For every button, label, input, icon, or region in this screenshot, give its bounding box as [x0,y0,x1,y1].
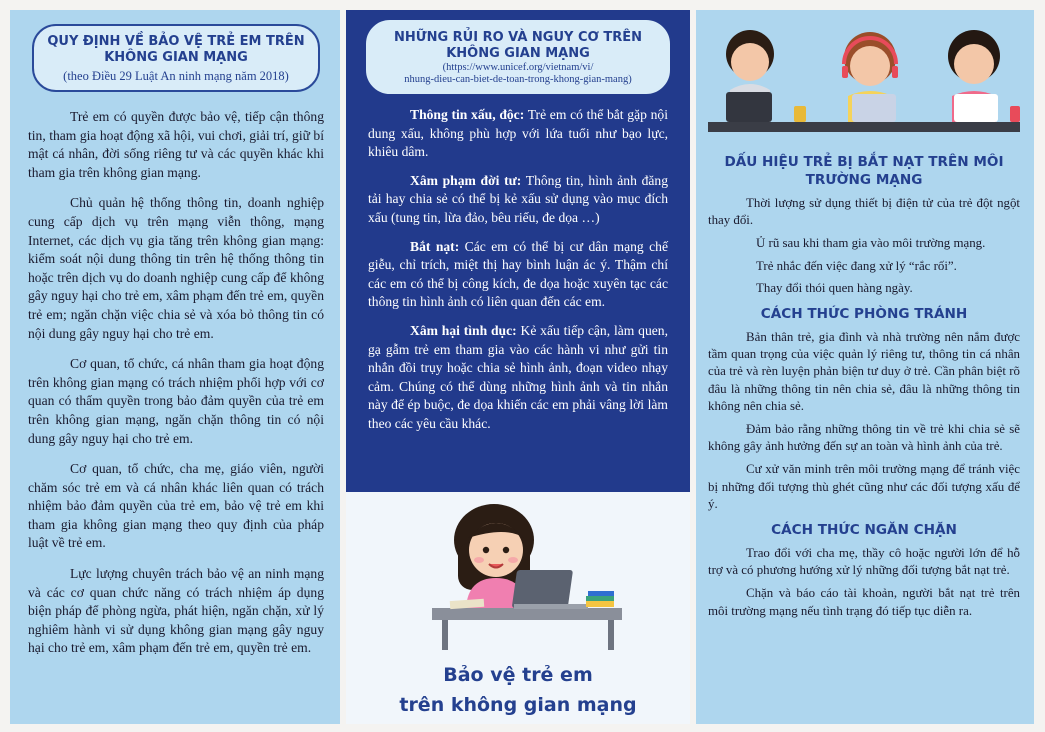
regulation-paragraph: Cơ quan, tổ chức, cha mẹ, giáo viên, người chăm sóc trẻ em và cá nhân khác liên quan có trách nhiệm bảo đảm quyền của trẻ em, bảo vệ trẻ em khi tham gia không gian mạng theo quy định của pháp luật về trẻ em. [28,461,324,551]
banner-line-1: Bảo vệ trẻ em [443,664,593,686]
kids-at-computers-illustration [708,10,1020,145]
heading-bullying-signs: DẤU HIỆU TRẺ BỊ BẮT NẠT TRÊN MÔI TRƯỜNG MẠNG [724,154,1004,188]
prevention-paragraph: Đảm bảo rằng những thông tin về trẻ khi chia sẻ sẽ không gây ảnh hưởng đến sự an toàn và hình ảnh của trẻ. [708,422,1020,454]
risk-text: Kẻ xấu tiếp cận, làm quen, gạ gẫm trẻ em tham gia vào các hành vi như gửi tin nhắn đồi trụy hoặc chia sẻ hình ảnh, đoạn video nhạy cảm. Chúng có thể dùng những hình ảnh và tin nhắn này để ép buộc, đe dọa khiến các em phải vâng lời làm theo các yêu cầu khác. [368,322,668,431]
risk-text: Trẻ em có thể bắt gặp nội dung xấu, không phù hợp với lứa tuổi như bạo lực, khiêu dâm. [368,107,668,160]
source-url-line2: nhung-dieu-can-biet-de-toan-trong-khong-gian-mang) [404,74,632,85]
regulation-paragraph: Trẻ em có quyền được bảo vệ, tiếp cận thông tin, tham gia hoạt động xã hội, vui chơi, giải trí, giữ bí mật cá nhân, đời sống riêng tư và các quyền khác khi tham gia trên không gian mạng. [28,109,324,180]
girl-laptop-icon [346,492,690,662]
risk-term: Thông tin xấu, độc: [410,107,525,122]
sign-item: Trẻ nhắc đến việc đang xử lý “rắc rối”. [756,258,957,273]
risk-term: Bắt nạt: [410,238,460,254]
risk-item [346,238,690,312]
banner-line-2: trên không gian mạng [399,694,637,716]
kids-computers-icon [708,10,1020,145]
regulation-paragraph: Chủ quản hệ thống thông tin, doanh nghiệp cung cấp dịch vụ trên mạng viễn thông, mạng Internet, các dịch vụ gia tăng trên không gian mạng: kiểm soát nội dung thông tin trên hệ thống thông tin hoặc trên dịch vụ do doanh nghiệp cung cấp để không gây nguy hại cho trẻ em, xâm phạm đến trẻ em, quyền trẻ em; ngăn chặn việc chia sẻ và xóa bỏ thông tin có nội dung gây nguy hại cho trẻ em. [28,195,324,341]
blocking-paragraph: Trao đổi với cha mẹ, thầy cô hoặc người lớn để hỗ trợ và có phương hướng xử lý những đối tượng bắt nạt trẻ. [708,546,1020,578]
campaign-banner [346,660,690,720]
risk-text: Các em có thể bị cư dân mạng chế giễu, chỉ trích, miệt thị hay bình luận ác ý. Thậm chí các em có thể bị công kích, đe dọa hoặc xuyên tạc các thông tin hình ảnh có liên quan đến các em. [368,238,669,310]
sign-item: Ủ rũ sau khi tham gia vào môi trường mạng. [756,236,986,251]
regulation-title-box [32,24,320,92]
regulation-paragraph: Cơ quan, tổ chức, cá nhân tham gia hoạt động trên không gian mạng có trách nhiệm phối hợp với cơ quan có thẩm quyền trong bảo đảm quyền của trẻ em trên không gian mạng, ngăn chặn thông tin có nội dung gây nguy hại cho trẻ em. [28,356,324,446]
risk-item [346,172,690,228]
blocking-paragraph: Chặn và báo cáo tài khoản, người bắt nạt trẻ trên môi trường mạng nếu tình trạng đó tiếp tục diễn ra. [708,586,1020,618]
middle-panel [346,10,690,724]
signs-intro: Thời lượng sử dụng thiết bị điện tử của trẻ đột ngột thay đổi. [708,196,1020,228]
prevention-paragraph: Cư xử văn minh trên môi trường mạng để tránh việc bị những đối tượng thù ghét cũng như các đối tượng xấu để ý. [708,462,1020,511]
risks-title-box [366,20,670,94]
regulation-title: QUY ĐỊNH VỀ BẢO VỆ TRẺ EM TRÊN KHÔNG GIAN MẠNG [47,34,305,65]
risk-term: Xâm phạm đời tư: [410,172,522,188]
risk-term: Xâm hại tình dục: [410,322,517,338]
risk-item [346,322,690,434]
regulation-subtitle: (theo Điều 29 Luật An ninh mạng năm 2018) [63,69,289,83]
right-panel [696,10,1034,724]
left-panel [10,10,340,724]
source-url-line1: (https://www.unicef.org/vietnam/vi/ [442,62,594,73]
heading-blocking: CÁCH THỨC NGĂN CHẶN [771,522,957,539]
regulation-paragraph: Lực lượng chuyên trách bảo vệ an ninh mạng và các cơ quan chức năng có trách nhiệm áp dụng biện pháp để phòng ngừa, phát hiện, ngăn chặn, xử lý nghiêm hành vi sử dụng không gian mạng gây nguy hại cho trẻ em, xâm phạm đến trẻ em, quyền trẻ em. [28,566,324,656]
heading-prevention: CÁCH THỨC PHÒNG TRÁNH [760,306,968,323]
risk-item [346,106,690,162]
risk-text: Thông tin, hình ảnh đăng tải hay chia sẻ có thể bị kẻ xấu sử dụng vào mục đích xấu (tung tin, lừa đảo, bêu riếu, đe dọa …) [368,172,668,225]
sign-item: Thay đổi thói quen hàng ngày. [756,280,913,295]
risks-title: NHỮNG RỦI RO VÀ NGUY CƠ TRÊN KHÔNG GIAN MẠNG [393,30,643,61]
prevention-paragraph: Bản thân trẻ, gia đình và nhà trường nên nắm được tầm quan trọng của việc quản lý riêng tư, thông tin cá nhân của trẻ và rèn luyện phản biện tư duy ở trẻ. Cần phân biệt rõ đâu là những thông tin nên chia sẻ, đâu là những thông tin không nên chia sẻ. [708,330,1020,413]
